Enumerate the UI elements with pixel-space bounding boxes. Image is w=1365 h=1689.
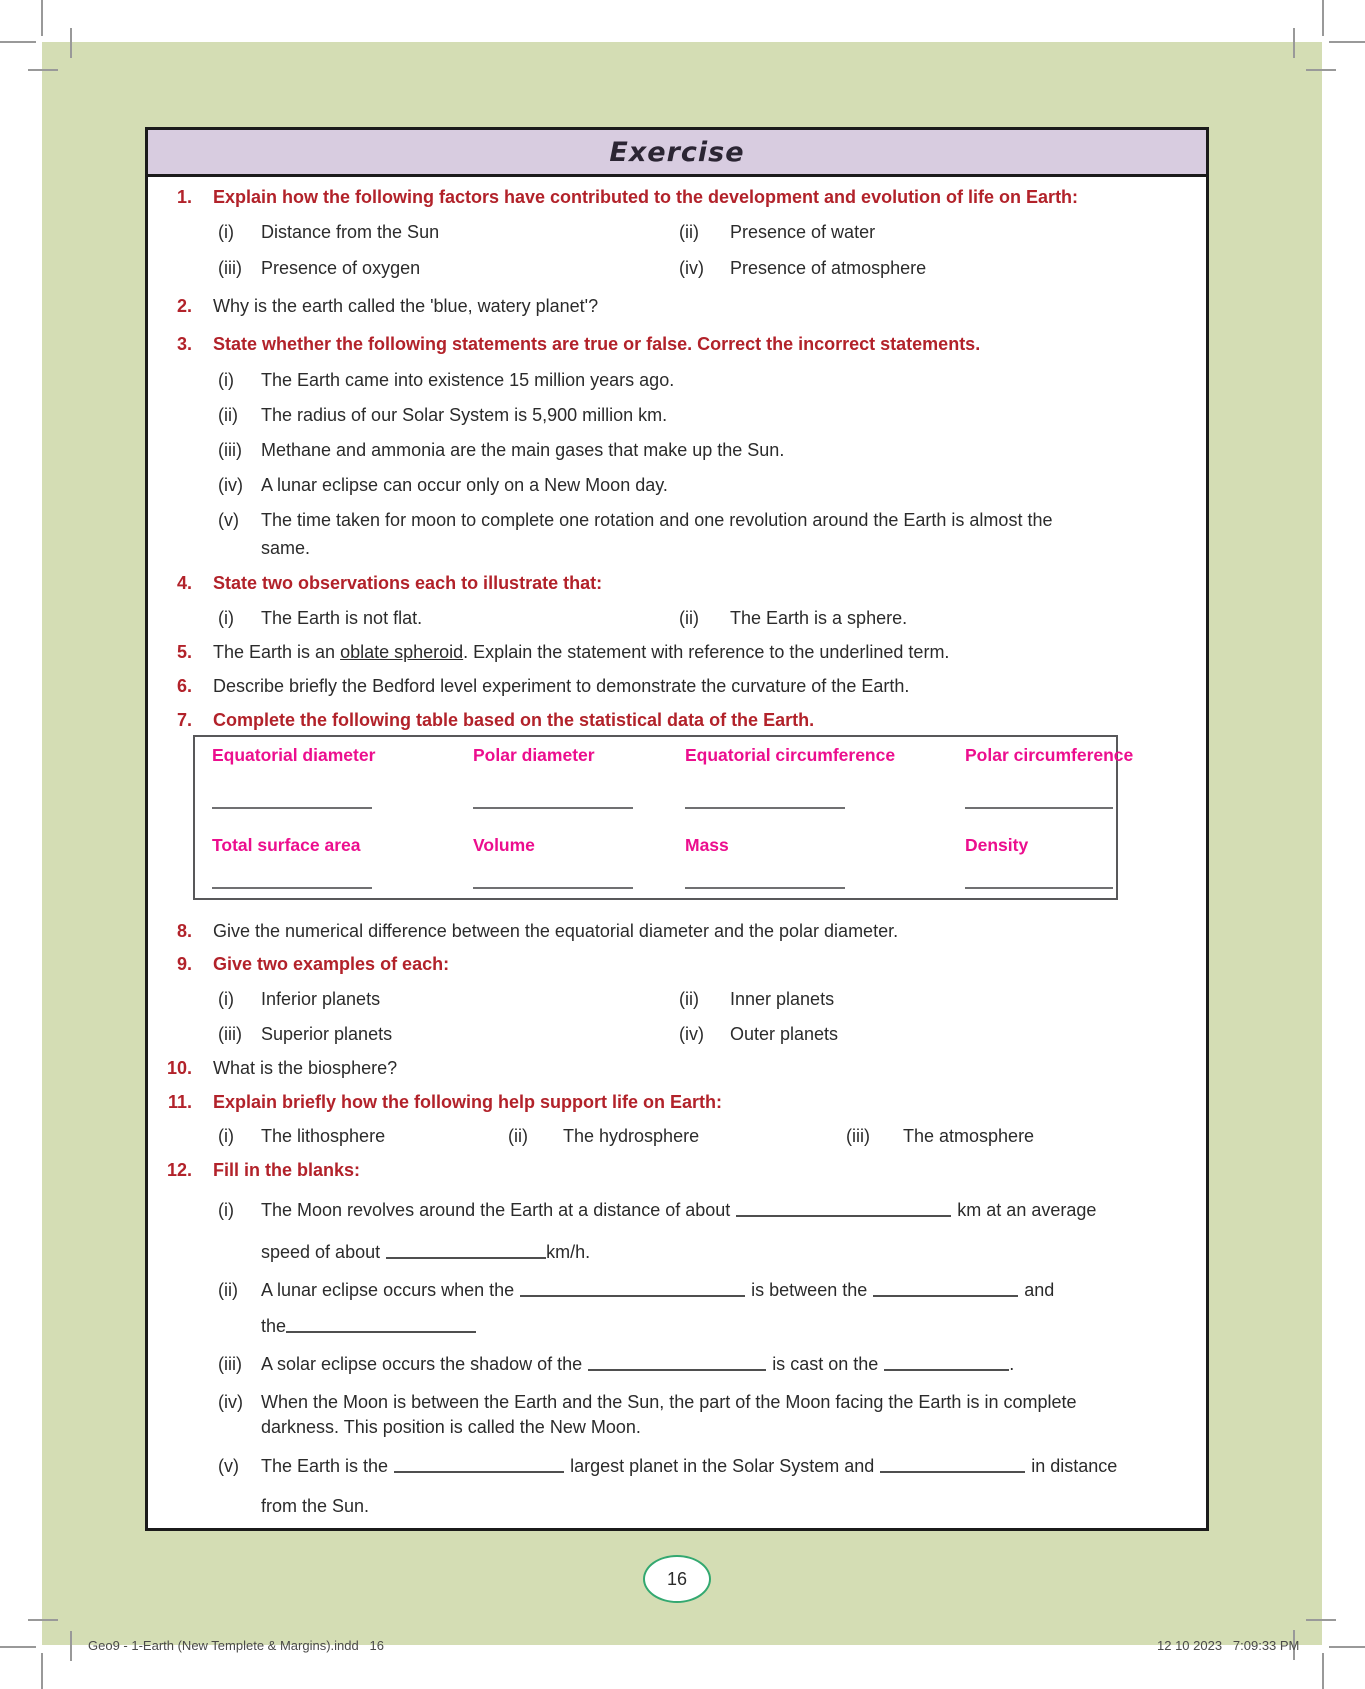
crop-mark — [1329, 1646, 1365, 1648]
crop-mark — [1293, 28, 1295, 58]
question-text: State whether the following statements are true or false. Correct the incorrect statements. — [213, 334, 981, 354]
item-text: The radius of our Solar System is 5,900 million km. — [261, 405, 668, 425]
question-text: Why is the earth called the 'blue, watery planet'? — [213, 296, 599, 316]
item-marker: (ii) — [679, 222, 699, 242]
question-number: 1. — [176, 187, 192, 207]
question-12-item-ii — [148, 1279, 1206, 1301]
question-text: Give the numerical difference between the equatorial diameter and the polar diameter. — [213, 921, 899, 941]
question-5 — [148, 641, 1206, 663]
page-number: 16 — [666, 1568, 688, 1589]
question-12-item-v — [148, 1455, 1206, 1477]
answer-line — [685, 887, 845, 889]
item-text: Distance from the Sun — [261, 222, 440, 242]
crop-mark — [1306, 1619, 1336, 1621]
question-11 — [148, 1091, 1206, 1113]
blank-line — [394, 1455, 564, 1473]
item-text: Methane and ammonia are the main gases that make up the Sun. — [261, 440, 785, 460]
fill-text: and — [1024, 1280, 1055, 1300]
question-text — [213, 641, 1194, 663]
blank-line — [286, 1315, 476, 1333]
blank-line — [873, 1279, 1018, 1297]
crop-mark — [41, 1653, 43, 1689]
fill-text: in distance — [1031, 1456, 1118, 1476]
item-text: Presence of oxygen — [261, 258, 421, 278]
item-text: Inner planets — [730, 989, 835, 1009]
item-marker: (iii) — [218, 1024, 242, 1044]
question-text: Fill in the blanks: — [213, 1160, 361, 1180]
item-text: Inferior planets — [261, 989, 381, 1009]
item-marker: (iv) — [679, 1024, 704, 1044]
question-12-item-iii — [148, 1353, 1206, 1375]
table-header: Polar circumference — [965, 745, 1134, 765]
item-marker: (iii) — [218, 440, 242, 460]
question-12-item-i-cont — [148, 1241, 1206, 1263]
question-12-item-i — [148, 1199, 1206, 1221]
answer-line — [212, 807, 372, 809]
item-marker: (i) — [218, 989, 234, 1009]
question-8 — [148, 920, 1206, 942]
fill-text: speed of about — [261, 1242, 381, 1262]
q5-underlined-term: oblate spheroid — [340, 642, 464, 662]
question-number: 5. — [176, 642, 192, 662]
fill-text: A solar eclipse occurs the shadow of the — [261, 1354, 583, 1374]
crop-mark — [1329, 41, 1365, 43]
question-number: 12. — [166, 1160, 192, 1180]
fill-text: is between the — [751, 1280, 868, 1300]
item-text: darkness. This position is called the New Moon. — [261, 1417, 641, 1437]
item-text: from the Sun. — [261, 1496, 370, 1516]
statistics-table — [193, 735, 1134, 900]
blank-line — [884, 1353, 1009, 1371]
item-marker: (ii) — [218, 405, 238, 425]
item-marker: (i) — [218, 370, 234, 390]
item-text: The Earth came into existence 15 million years ago. — [261, 370, 675, 390]
question-1 — [148, 186, 1206, 208]
answer-line — [473, 887, 633, 889]
question-text: What is the biosphere? — [213, 1058, 398, 1078]
item-marker: (iii) — [846, 1126, 870, 1146]
item-text — [261, 1279, 1194, 1301]
table-header: Equatorial circumference — [685, 745, 896, 765]
item-text — [261, 1199, 1194, 1221]
question-text: State two observations each to illustrate that: — [213, 573, 603, 593]
item-text — [261, 1241, 1194, 1263]
crop-mark — [70, 28, 72, 58]
item-marker: (i) — [218, 222, 234, 242]
item-text: Superior planets — [261, 1024, 393, 1044]
item-marker: (iv) — [218, 1392, 243, 1412]
question-number: 8. — [176, 921, 192, 941]
question-3 — [148, 333, 1206, 355]
item-marker: (ii) — [508, 1126, 528, 1146]
item-text: The hydrosphere — [563, 1126, 700, 1146]
crop-mark — [0, 1646, 36, 1648]
item-marker: (iv) — [218, 475, 243, 495]
blank-line — [520, 1279, 745, 1297]
question-text: Give two examples of each: — [213, 954, 450, 974]
fill-text: the — [261, 1316, 287, 1336]
exercise-header — [148, 130, 1206, 177]
item-text: The Earth is not flat. — [261, 608, 423, 628]
item-text: Presence of atmosphere — [730, 258, 927, 278]
table-header: Polar diameter — [473, 745, 595, 765]
item-marker: (iv) — [679, 258, 704, 278]
blank-line — [386, 1241, 546, 1259]
crop-mark — [0, 41, 36, 43]
question-text: Explain briefly how the following help support life on Earth: — [213, 1092, 723, 1112]
fill-text: km at an average — [957, 1200, 1097, 1220]
question-text: Complete the following table based on the statistical data of the Earth. — [213, 710, 815, 730]
question-number: 7. — [176, 710, 192, 730]
item-text: A lunar eclipse can occur only on a New Moon day. — [261, 475, 668, 495]
item-text: When the Moon is between the Earth and the Sun, the part of the Moon facing the Earth is in complete — [261, 1392, 1077, 1412]
crop-mark — [1306, 69, 1336, 71]
question-number: 10. — [166, 1058, 192, 1078]
item-marker: (v) — [218, 1456, 239, 1476]
answer-line — [965, 887, 1113, 889]
answer-line — [685, 807, 845, 809]
question-2 — [148, 295, 1206, 317]
question-number: 11. — [167, 1092, 192, 1112]
table-header: Equatorial diameter — [212, 745, 376, 765]
fill-text: The Earth is the — [261, 1456, 389, 1476]
item-marker: (iii) — [218, 258, 242, 278]
crop-mark — [1322, 0, 1324, 36]
item-text: The time taken for moon to complete one rotation and one revolution around the Earth is almost the — [261, 510, 1053, 530]
item-marker: (iii) — [218, 1354, 242, 1374]
table-header: Volume — [473, 835, 535, 855]
q5-post: . Explain the statement with reference to the underlined term. — [463, 642, 950, 662]
item-text — [261, 1315, 1194, 1337]
fill-text: A lunar eclipse occurs when the — [261, 1280, 515, 1300]
item-text: Presence of water — [730, 222, 876, 242]
question-number: 4. — [176, 573, 192, 593]
crop-mark — [28, 1619, 58, 1621]
question-9 — [148, 953, 1206, 975]
question-4 — [148, 572, 1206, 594]
crop-mark — [1322, 1653, 1324, 1689]
blank-line — [588, 1353, 766, 1371]
item-text: The lithosphere — [261, 1126, 386, 1146]
item-marker: (ii) — [679, 989, 699, 1009]
item-marker: (i) — [218, 1126, 234, 1146]
exercise-title: Exercise — [609, 136, 745, 168]
answer-line — [473, 807, 633, 809]
table-header: Density — [965, 835, 1029, 855]
item-text: same. — [261, 538, 311, 558]
answer-line — [212, 887, 372, 889]
question-number: 9. — [176, 954, 192, 974]
item-marker: (ii) — [679, 608, 699, 628]
question-number: 6. — [176, 676, 192, 696]
exercise-box — [145, 127, 1209, 1531]
question-number: 3. — [176, 334, 192, 354]
blank-line — [880, 1455, 1025, 1473]
footer-filename: Geo9 - 1-Earth (New Templete & Margins).indd 16 — [88, 1638, 385, 1653]
item-text: Outer planets — [730, 1024, 839, 1044]
table-header: Mass — [685, 835, 729, 855]
item-marker: (ii) — [218, 1280, 238, 1300]
item-text — [261, 1455, 1194, 1477]
fill-text: km/h. — [546, 1242, 591, 1262]
question-10 — [148, 1057, 1206, 1079]
fill-text: largest planet in the Solar System and — [570, 1456, 875, 1476]
item-text: The atmosphere — [903, 1126, 1035, 1146]
table-header: Total surface area — [212, 835, 361, 855]
question-12-item-ii-cont — [148, 1315, 1206, 1337]
question-7 — [148, 709, 1206, 731]
question-12 — [148, 1159, 1206, 1181]
question-text: Explain how the following factors have contributed to the development and evolution of life on Earth: — [213, 187, 1079, 207]
crop-mark — [28, 69, 58, 71]
item-marker: (i) — [218, 608, 234, 628]
question-number: 2. — [176, 296, 192, 316]
item-text — [261, 1353, 1194, 1375]
fill-text: . — [1009, 1354, 1015, 1374]
answer-line — [965, 807, 1113, 809]
question-6 — [148, 675, 1206, 697]
item-marker: (v) — [218, 510, 239, 530]
crop-mark — [41, 0, 43, 36]
item-text: The Earth is a sphere. — [730, 608, 908, 628]
q5-pre: The Earth is an — [213, 642, 341, 662]
crop-mark — [70, 1631, 72, 1661]
fill-text: is cast on the — [772, 1354, 879, 1374]
footer-timestamp: 12 10 2023 7:09:33 PM — [1157, 1638, 1300, 1653]
blank-line — [736, 1199, 951, 1217]
fill-text: The Moon revolves around the Earth at a distance of about — [261, 1200, 731, 1220]
item-marker: (i) — [218, 1200, 234, 1220]
page-number-badge — [643, 1555, 711, 1603]
question-text: Describe briefly the Bedford level experiment to demonstrate the curvature of the Earth. — [213, 676, 910, 696]
